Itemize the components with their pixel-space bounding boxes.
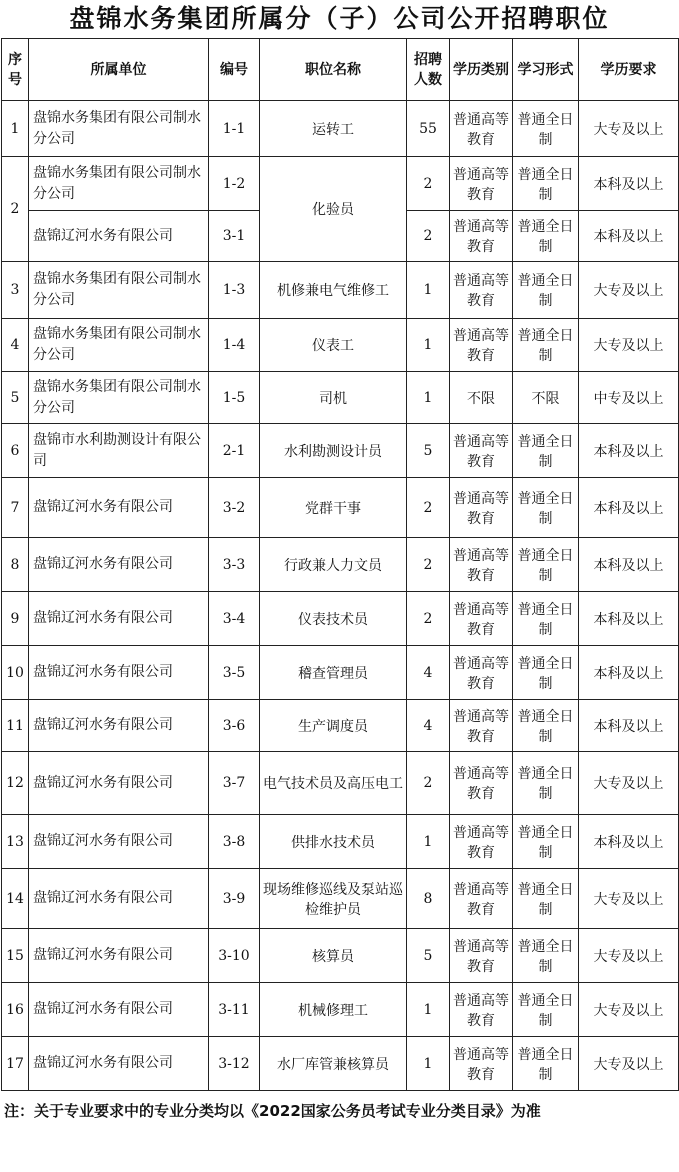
cell-study-form: 普通全日制 (513, 929, 579, 983)
cell-edu-type: 普通高等教育 (450, 646, 513, 700)
table-row (2, 262, 679, 319)
cell-position: 党群干事 (260, 478, 407, 538)
cell-code: 3-8 (209, 815, 260, 869)
cell-seq: 8 (2, 538, 29, 592)
header-position: 职位名称 (260, 39, 407, 101)
cell-study-form: 不限 (513, 372, 579, 424)
cell-position: 现场维修巡线及泵站巡检维护员 (260, 869, 407, 929)
cell-edu-type: 普通高等教育 (450, 1037, 513, 1091)
cell-seq: 13 (2, 815, 29, 869)
cell-edu-req: 大专及以上 (579, 929, 679, 983)
cell-count: 2 (407, 157, 450, 211)
header-edu-type: 学历类别 (450, 39, 513, 101)
cell-edu-type: 普通高等教育 (450, 983, 513, 1037)
cell-position: 电气技术员及高压电工 (260, 752, 407, 815)
cell-seq: 5 (2, 372, 29, 424)
cell-count: 1 (407, 372, 450, 424)
cell-count: 2 (407, 211, 450, 262)
cell-seq: 16 (2, 983, 29, 1037)
cell-position: 仪表工 (260, 319, 407, 372)
cell-seq: 7 (2, 478, 29, 538)
cell-edu-req: 大专及以上 (579, 869, 679, 929)
cell-edu-req: 本科及以上 (579, 424, 679, 478)
table-row (2, 101, 679, 157)
cell-position: 运转工 (260, 101, 407, 157)
cell-edu-req: 大专及以上 (579, 101, 679, 157)
cell-edu-type: 普通高等教育 (450, 700, 513, 752)
cell-position: 机械修理工 (260, 983, 407, 1037)
cell-count: 2 (407, 478, 450, 538)
header-count: 招聘人数 (407, 39, 450, 101)
cell-count: 2 (407, 538, 450, 592)
cell-edu-type: 普通高等教育 (450, 815, 513, 869)
cell-study-form: 普通全日制 (513, 700, 579, 752)
cell-code: 1-4 (209, 319, 260, 372)
table-row (2, 815, 679, 869)
table-row (2, 372, 679, 424)
cell-code: 3-3 (209, 538, 260, 592)
cell-position: 稽查管理员 (260, 646, 407, 700)
cell-study-form: 普通全日制 (513, 157, 579, 211)
header-code: 编号 (209, 39, 260, 101)
cell-unit: 盘锦辽河水务有限公司 (29, 211, 209, 262)
cell-study-form: 普通全日制 (513, 211, 579, 262)
cell-position: 机修兼电气维修工 (260, 262, 407, 319)
cell-code: 3-5 (209, 646, 260, 700)
cell-position: 化验员 (260, 157, 407, 262)
cell-study-form: 普通全日制 (513, 592, 579, 646)
cell-count: 5 (407, 424, 450, 478)
cell-unit: 盘锦辽河水务有限公司 (29, 592, 209, 646)
cell-edu-req: 本科及以上 (579, 700, 679, 752)
cell-seq: 1 (2, 101, 29, 157)
cell-seq: 14 (2, 869, 29, 929)
cell-edu-req: 本科及以上 (579, 538, 679, 592)
cell-study-form: 普通全日制 (513, 869, 579, 929)
cell-edu-type: 普通高等教育 (450, 869, 513, 929)
cell-code: 3-1 (209, 211, 260, 262)
cell-edu-req: 本科及以上 (579, 646, 679, 700)
cell-edu-type: 普通高等教育 (450, 211, 513, 262)
table-row (2, 700, 679, 752)
cell-code: 1-2 (209, 157, 260, 211)
cell-code: 3-6 (209, 700, 260, 752)
cell-count: 2 (407, 592, 450, 646)
cell-seq: 4 (2, 319, 29, 372)
cell-seq: 15 (2, 929, 29, 983)
cell-unit: 盘锦水务集团有限公司制水分公司 (29, 372, 209, 424)
cell-edu-req: 大专及以上 (579, 752, 679, 815)
table-row (2, 319, 679, 372)
cell-code: 3-10 (209, 929, 260, 983)
cell-study-form: 普通全日制 (513, 815, 579, 869)
cell-edu-type: 普通高等教育 (450, 101, 513, 157)
cell-seq: 6 (2, 424, 29, 478)
cell-code: 3-9 (209, 869, 260, 929)
cell-study-form: 普通全日制 (513, 538, 579, 592)
cell-edu-type: 普通高等教育 (450, 592, 513, 646)
cell-edu-type: 普通高等教育 (450, 538, 513, 592)
table-row (2, 424, 679, 478)
cell-edu-type: 普通高等教育 (450, 157, 513, 211)
cell-study-form: 普通全日制 (513, 262, 579, 319)
table-row (2, 646, 679, 700)
cell-edu-type: 普通高等教育 (450, 929, 513, 983)
cell-seq: 2 (2, 157, 29, 262)
cell-count: 1 (407, 815, 450, 869)
table-row (2, 929, 679, 983)
cell-code: 1-1 (209, 101, 260, 157)
table-row (2, 752, 679, 815)
cell-study-form: 普通全日制 (513, 752, 579, 815)
cell-count: 2 (407, 752, 450, 815)
cell-edu-req: 大专及以上 (579, 983, 679, 1037)
cell-count: 4 (407, 700, 450, 752)
cell-study-form: 普通全日制 (513, 424, 579, 478)
cell-position: 行政兼人力文员 (260, 538, 407, 592)
cell-seq: 3 (2, 262, 29, 319)
cell-count: 55 (407, 101, 450, 157)
cell-count: 1 (407, 319, 450, 372)
cell-position: 仪表技术员 (260, 592, 407, 646)
cell-study-form: 普通全日制 (513, 646, 579, 700)
header-study-form: 学习形式 (513, 39, 579, 101)
header-seq: 序号 (2, 39, 29, 101)
page-title: 盘锦水务集团所属分（子）公司公开招聘职位 (69, 4, 610, 33)
cell-edu-type: 普通高等教育 (450, 262, 513, 319)
cell-seq: 11 (2, 700, 29, 752)
cell-position: 供排水技术员 (260, 815, 407, 869)
cell-unit: 盘锦辽河水务有限公司 (29, 478, 209, 538)
cell-seq: 10 (2, 646, 29, 700)
cell-study-form: 普通全日制 (513, 478, 579, 538)
cell-code: 3-7 (209, 752, 260, 815)
cell-edu-type: 普通高等教育 (450, 752, 513, 815)
cell-unit: 盘锦水务集团有限公司制水分公司 (29, 157, 209, 211)
header-row (2, 39, 679, 101)
table-body (2, 101, 679, 1091)
cell-count: 1 (407, 983, 450, 1037)
cell-unit: 盘锦辽河水务有限公司 (29, 983, 209, 1037)
positions-table (1, 38, 679, 1091)
cell-edu-req: 本科及以上 (579, 815, 679, 869)
cell-unit: 盘锦辽河水务有限公司 (29, 538, 209, 592)
cell-study-form: 普通全日制 (513, 319, 579, 372)
cell-edu-type: 普通高等教育 (450, 319, 513, 372)
cell-study-form: 普通全日制 (513, 1037, 579, 1091)
cell-edu-type: 普通高等教育 (450, 424, 513, 478)
cell-code: 1-3 (209, 262, 260, 319)
cell-count: 1 (407, 1037, 450, 1091)
cell-unit: 盘锦辽河水务有限公司 (29, 752, 209, 815)
cell-unit: 盘锦辽河水务有限公司 (29, 700, 209, 752)
table-row (2, 538, 679, 592)
cell-unit: 盘锦市水利勘测设计有限公司 (29, 424, 209, 478)
cell-unit: 盘锦水务集团有限公司制水分公司 (29, 101, 209, 157)
cell-count: 5 (407, 929, 450, 983)
cell-study-form: 普通全日制 (513, 101, 579, 157)
cell-position: 生产调度员 (260, 700, 407, 752)
cell-unit: 盘锦辽河水务有限公司 (29, 646, 209, 700)
cell-position: 核算员 (260, 929, 407, 983)
cell-seq: 9 (2, 592, 29, 646)
cell-code: 3-4 (209, 592, 260, 646)
cell-edu-type: 不限 (450, 372, 513, 424)
cell-edu-req: 大专及以上 (579, 319, 679, 372)
footer-note: 注：关于专业要求中的专业分类均以《2022国家公务员考试专业分类目录》为准 (4, 1102, 541, 1120)
header-edu-req: 学历要求 (579, 39, 679, 101)
cell-edu-req: 本科及以上 (579, 478, 679, 538)
cell-edu-req: 本科及以上 (579, 157, 679, 211)
cell-edu-req: 中专及以上 (579, 372, 679, 424)
cell-unit: 盘锦辽河水务有限公司 (29, 1037, 209, 1091)
cell-study-form: 普通全日制 (513, 983, 579, 1037)
table-row (2, 1037, 679, 1091)
cell-unit: 盘锦辽河水务有限公司 (29, 869, 209, 929)
header-unit: 所属单位 (29, 39, 209, 101)
cell-edu-req: 本科及以上 (579, 592, 679, 646)
cell-edu-type: 普通高等教育 (450, 478, 513, 538)
cell-seq: 17 (2, 1037, 29, 1091)
cell-code: 1-5 (209, 372, 260, 424)
cell-position: 司机 (260, 372, 407, 424)
cell-code: 2-1 (209, 424, 260, 478)
cell-unit: 盘锦辽河水务有限公司 (29, 815, 209, 869)
cell-count: 4 (407, 646, 450, 700)
table-row (2, 983, 679, 1037)
cell-edu-req: 大专及以上 (579, 1037, 679, 1091)
cell-unit: 盘锦水务集团有限公司制水分公司 (29, 319, 209, 372)
cell-edu-req: 大专及以上 (579, 262, 679, 319)
cell-code: 3-2 (209, 478, 260, 538)
cell-code: 3-11 (209, 983, 260, 1037)
cell-position: 水利勘测设计员 (260, 424, 407, 478)
cell-code: 3-12 (209, 1037, 260, 1091)
cell-position: 水厂库管兼核算员 (260, 1037, 407, 1091)
table-row (2, 157, 679, 211)
table-row (2, 592, 679, 646)
cell-count: 1 (407, 262, 450, 319)
cell-unit: 盘锦水务集团有限公司制水分公司 (29, 262, 209, 319)
cell-seq: 12 (2, 752, 29, 815)
cell-unit: 盘锦辽河水务有限公司 (29, 929, 209, 983)
cell-edu-req: 本科及以上 (579, 211, 679, 262)
cell-count: 8 (407, 869, 450, 929)
table-row (2, 478, 679, 538)
table-row (2, 869, 679, 929)
